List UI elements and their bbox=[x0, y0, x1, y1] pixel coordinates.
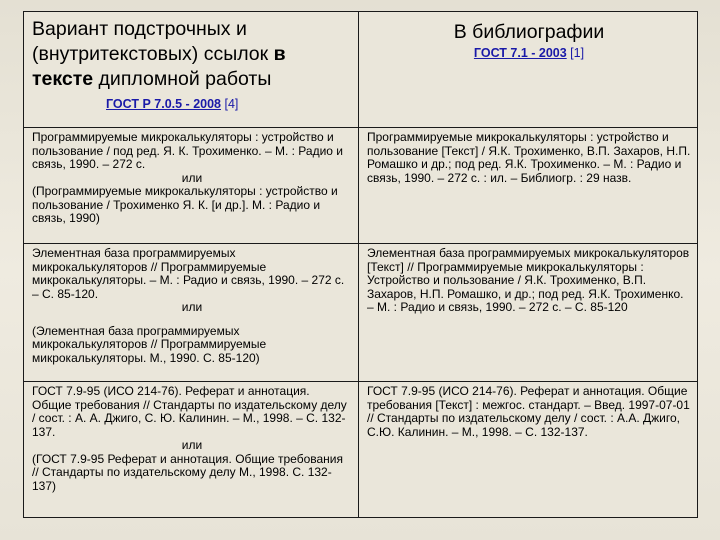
gost-r-705-ref-number: [4] bbox=[221, 97, 239, 111]
gost-71-ref-number: [1] bbox=[566, 46, 585, 60]
header-line-2b: в bbox=[273, 43, 286, 65]
table-row bbox=[24, 244, 698, 382]
header-cell-in-text bbox=[24, 12, 359, 128]
header-in-text-title bbox=[32, 15, 352, 92]
citation-variant-b: (Элементная база программируемых микрокалькуляторов // Программируемые микрокалькуляторы. М., 1990. С. 85-120) bbox=[32, 323, 267, 365]
gost-71-link[interactable]: ГОСТ 7.1 - 2003 bbox=[473, 46, 567, 60]
in-text-citation-cell bbox=[24, 128, 359, 244]
citation-variant-a: Программируемые микрокалькуляторы : устройство и пользование / под ред. Я. К. Трохименко. – М. : Радио и связь, 1990. – 272 с. bbox=[32, 130, 343, 171]
bibliography-entry-cell bbox=[359, 128, 698, 244]
or-separator: или bbox=[181, 438, 203, 452]
citation-variant-a: ГОСТ 7.9-95 (ИСО 214-76). Реферат и аннотация. Общие требования // Стандарты по издательскому делу / сост. : А. А. Джиго, С. Ю. Калинин. – М., 1998. – С. 132-137. bbox=[32, 384, 347, 439]
bibliography-entry: Элементная база программируемых микрокалькуляторов [Текст] // Программируемые микрокалькуляторы : Устройство и пользование / Я.К. Трохименко, В.П. Захаров, Н.П. Ромашко, и др.; под ред. Я.К. Трохименко. – М. : Радио и связь, 1990. – 272 с. – С. 85-120 bbox=[367, 246, 690, 314]
or-separator: или bbox=[181, 170, 203, 185]
in-text-citation-cell bbox=[24, 382, 359, 518]
bibliography-entry: ГОСТ 7.9-95 (ИСО 214-76). Реферат и аннотация. Общие требования [Текст] : межгос. стандарт. – Введ. 1997-07-01 // Стандарты по издательскому делу / сост. : А.А. Джиго, С.Ю. Калинин. – М., 1998. – С. 132-137. bbox=[367, 384, 690, 439]
bibliography-entry-cell bbox=[359, 244, 698, 382]
gost-71-reference bbox=[367, 47, 691, 61]
header-line-2a: (внутритекстовых) ссылок bbox=[32, 43, 274, 65]
citation-variant-a: Элементная база программируемых микрокалькуляторов // Программируемые микрокалькуляторы. – М. : Радио и связь, 1990. – 272 с. – С. 85-120. bbox=[32, 246, 345, 301]
table-row bbox=[24, 382, 698, 518]
bibliography-entry: Программируемые микрокалькуляторы : устройство и пользование [Текст] / Я.К. Трохименко, В.П. Захаров, Н.П. Ромашко и др.; под ред. Я.К. Трохименко. – М. : Радио и связь, 1990. – 272 с. : ил. – Библиогр. : 29 назв. bbox=[367, 130, 691, 185]
table-row bbox=[24, 128, 698, 244]
citation-variant-b: (Программируемые микрокалькуляторы : устройство и пользование / Трохименко Я. К. [и др.]. М. : Радио и связь, 1990) bbox=[32, 184, 338, 225]
header-bibliography-title: В библиографии bbox=[453, 21, 605, 43]
gost-r-705-link[interactable]: ГОСТ Р 7.0.5 - 2008 bbox=[106, 97, 221, 111]
or-separator: или bbox=[181, 300, 203, 314]
header-cell-bibliography bbox=[359, 12, 698, 128]
in-text-citation-cell bbox=[24, 244, 359, 382]
header-line-1: Вариант подстрочных и bbox=[32, 18, 247, 40]
gost-r-705-reference bbox=[32, 98, 352, 112]
bibliography-entry-cell bbox=[359, 382, 698, 518]
header-line-3a: тексте bbox=[32, 68, 94, 90]
header-row bbox=[24, 12, 698, 128]
header-line-3b: дипломной работы bbox=[93, 68, 272, 90]
citation-comparison-table bbox=[23, 11, 698, 518]
citation-variant-b: (ГОСТ 7.9-95 Реферат и аннотация. Общие требования // Стандарты по издательскому делу М., 1998. С. 132-137) bbox=[32, 451, 343, 493]
